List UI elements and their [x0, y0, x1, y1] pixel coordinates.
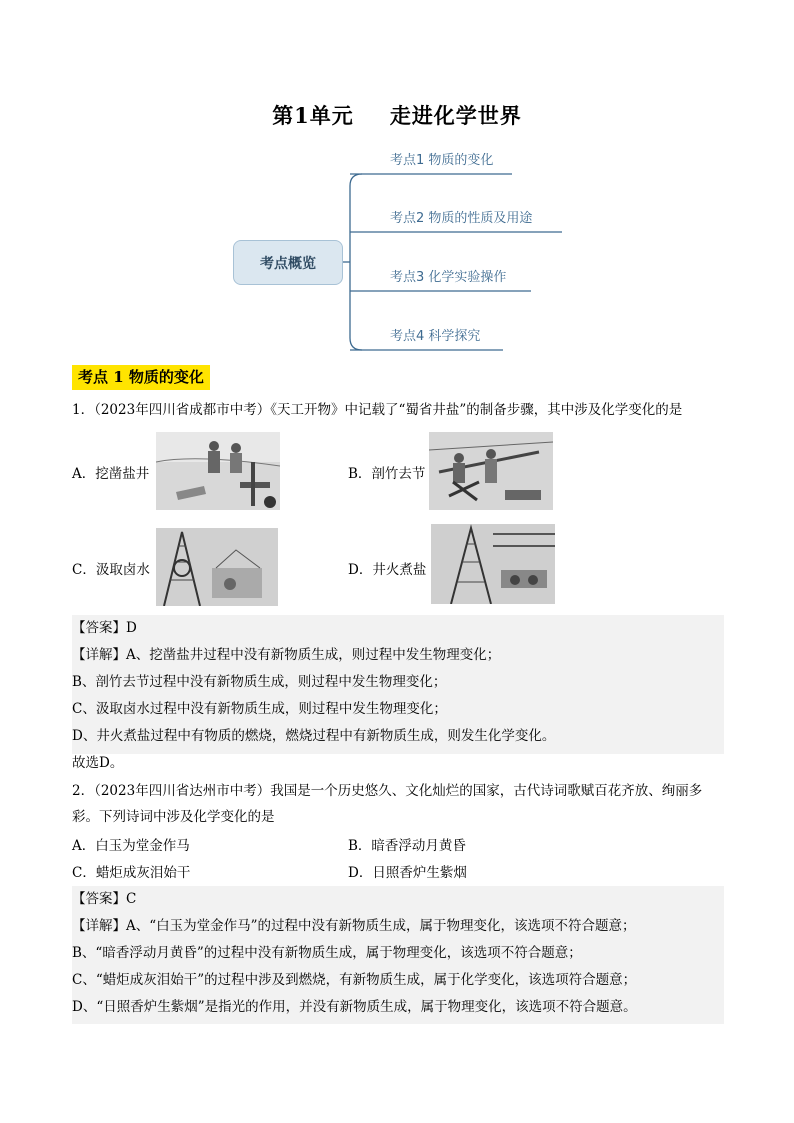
- q2-stem-line2: 彩。下列诗词中涉及化学变化的是: [72, 809, 275, 825]
- q2-option-c: C．蜡炬成灰泪始干: [72, 865, 191, 881]
- unit-label: 第1单元: [272, 103, 354, 128]
- q1-answer: 【答案】D: [72, 620, 137, 636]
- mindmap-branch-1: 考点1 物质的变化: [390, 153, 494, 168]
- mindmap-connectors: [0, 0, 794, 360]
- illustration-boiling-salt: [431, 524, 555, 604]
- q2-stem-line1: 2．（2023年四川省达州市中考）我国是一个历史悠久、文化灿烂的国家，古代诗词歌赋百花齐放、绚丽多: [72, 783, 703, 799]
- mindmap-branch-3: 考点3 化学实验操作: [390, 270, 507, 285]
- illustration-bamboo-cutting: [429, 432, 553, 510]
- q2-answer: 【答案】C: [72, 891, 137, 907]
- mindmap-branch-2: 考点2 物质的性质及用途: [390, 211, 533, 226]
- section-heading: 考点 1 物质的变化: [72, 365, 210, 390]
- q1-detail-line: B、剖竹去节过程中没有新物质生成，则过程中发生物理变化；: [72, 674, 447, 690]
- unit-name: 走进化学世界: [389, 103, 522, 128]
- q1-option-c: C．汲取卤水: [72, 562, 150, 578]
- q1-conclusion: 故选D。: [72, 755, 124, 771]
- q1-detail-line: C、汲取卤水过程中没有新物质生成，则过程中发生物理变化；: [72, 701, 447, 717]
- q2-detail-line: B、“暗香浮动月黄昏”的过程中没有新物质生成，属于物理变化，该选项不符合题意；: [72, 945, 582, 961]
- q1-option-a: A．挖凿盐井: [72, 466, 150, 482]
- q1-option-d: D．井火煮盐: [348, 562, 427, 578]
- q1-detail-line: 【详解】A、挖凿盐井过程中没有新物质生成，则过程中发生物理变化；: [72, 647, 501, 663]
- illustration-brine-drawing: [156, 528, 278, 606]
- q2-detail-line: D、“日照香炉生紫烟”是指光的作用，并没有新物质生成，属于物理变化，该选项不符合题意。: [72, 999, 637, 1015]
- mindmap-center-node: 考点概览: [233, 240, 343, 285]
- q2-option-a: A．白玉为堂金作马: [72, 838, 190, 854]
- q1-option-b: B．剖竹去节: [348, 466, 426, 482]
- q1-detail-line: D、井火煮盐过程中有物质的燃烧，燃烧过程中有新物质生成，则发生化学变化。: [72, 728, 556, 744]
- illustration-digging-well: [156, 432, 280, 510]
- q2-detail-line: C、“蜡炬成灰泪始干”的过程中涉及到燃烧，有新物质生成，属于化学变化，该选项符合题意；: [72, 972, 637, 988]
- q2-option-b: B．暗香浮动月黄昏: [348, 838, 466, 854]
- q1-stem: 1．（2023年四川省成都市中考）《天工开物》中记载了“蜀省井盐”的制备步骤，其中涉及化学变化的是: [72, 402, 683, 418]
- q2-option-d: D．日照香炉生紫烟: [348, 865, 467, 881]
- mindmap-branch-4: 考点4 科学探究: [390, 329, 481, 344]
- q2-detail-line: 【详解】A、“白玉为堂金作马”的过程中没有新物质生成，属于物理变化，该选项不符合题意；: [72, 918, 636, 934]
